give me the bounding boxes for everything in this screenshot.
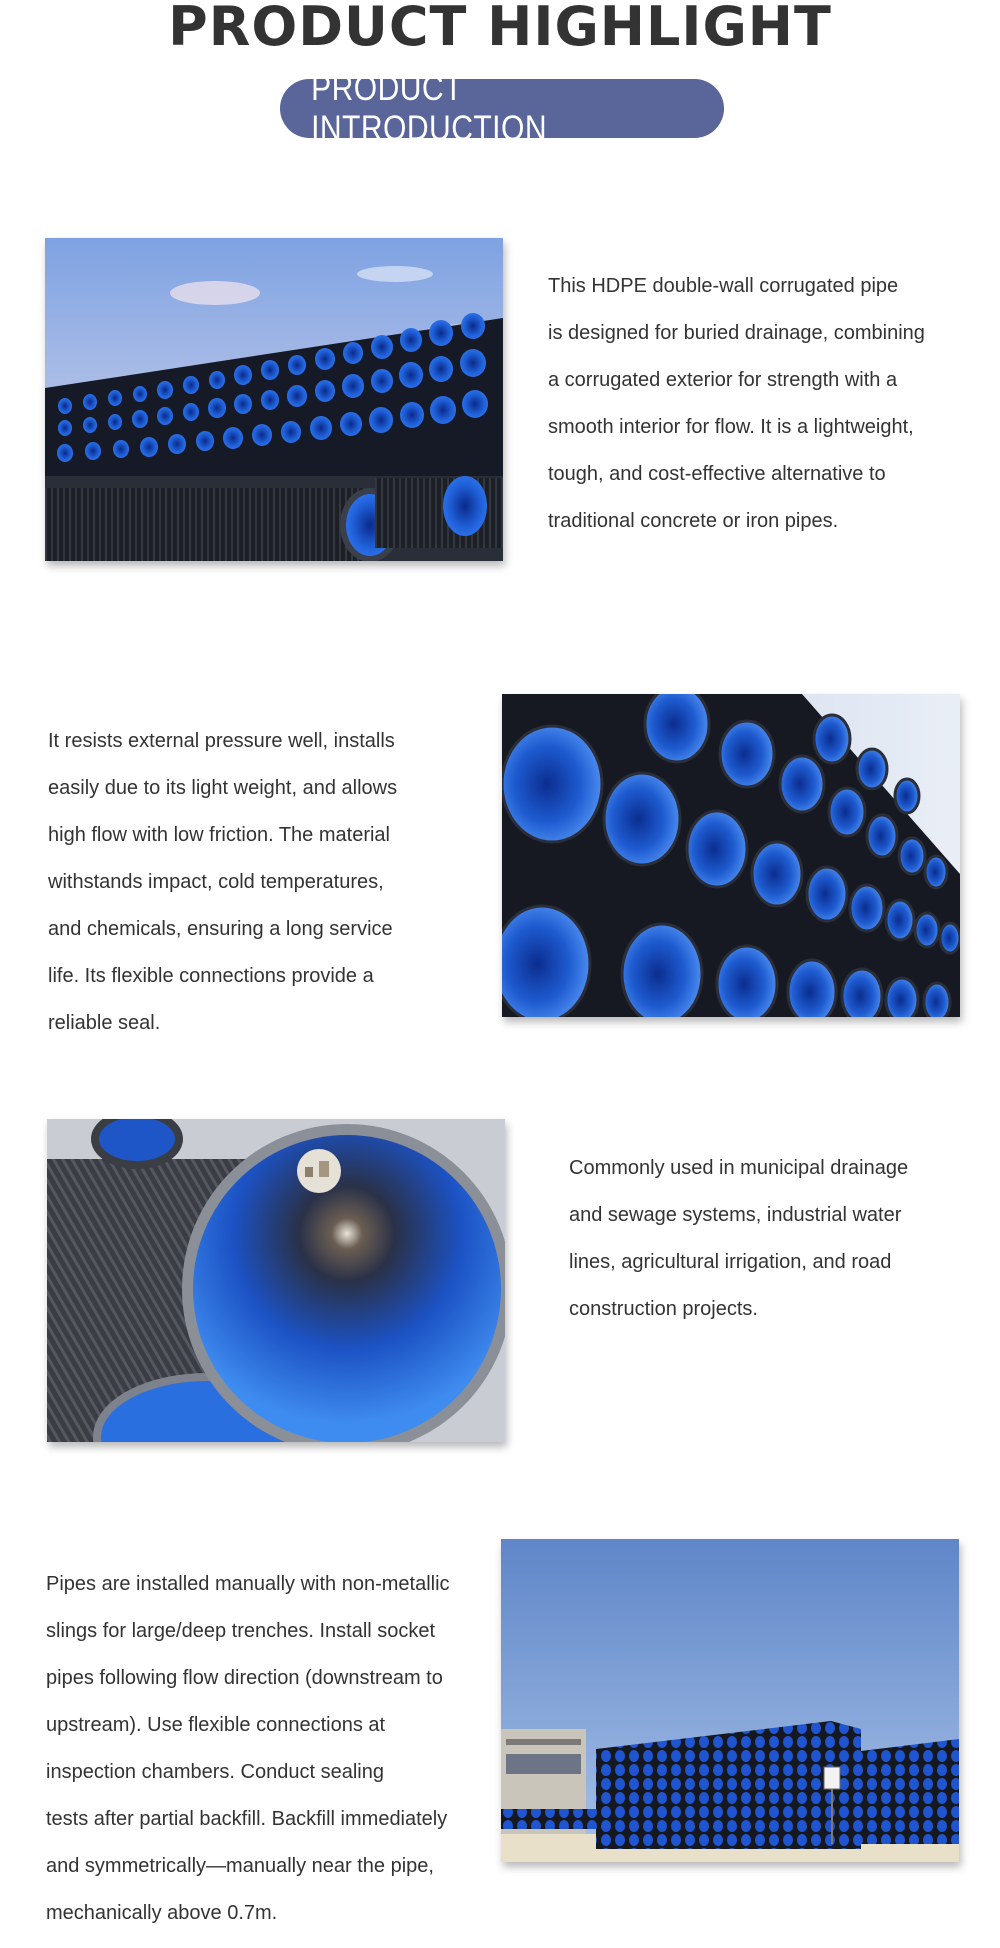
section-pill: [280, 68, 724, 148]
text-line: construction projects.: [569, 1298, 758, 1320]
section-1-text: [548, 263, 978, 545]
text-line: Pipes are installed manually with non-metallic: [46, 1573, 450, 1595]
text-line: a corrugated exterior for strength with a: [548, 369, 898, 391]
pipe-interior-closeup-photo: [47, 1119, 505, 1442]
text-line: easily due to its light weight, and allows: [48, 777, 398, 799]
pipe-stacks-sunset-photo: [45, 238, 503, 561]
text-line: high flow with low friction. The material: [48, 824, 390, 846]
text-line: upstream). Use flexible connections at: [46, 1714, 386, 1736]
text-line: smooth interior for flow. It is a lightweight,: [548, 416, 914, 438]
page-title: PRODUCT HIGHLIGHT: [168, 0, 832, 58]
text-line: It resists external pressure well, installs: [48, 730, 395, 752]
text-line: and chemicals, ensuring a long service: [48, 918, 393, 940]
text-line: pipes following flow direction (downstream to: [46, 1667, 443, 1689]
text-line: and symmetrically—manually near the pipe,: [46, 1855, 434, 1877]
text-line: inspection chambers. Conduct sealing: [46, 1761, 384, 1783]
text-line: tests after partial backfill. Backfill immediately: [46, 1808, 448, 1830]
section-2-text: [48, 718, 478, 1047]
text-line: and sewage systems, industrial water: [569, 1204, 902, 1226]
section-4-text: [46, 1561, 491, 1937]
text-line: slings for large/deep trenches. Install socket: [46, 1620, 436, 1642]
text-line: is designed for buried drainage, combining: [548, 322, 925, 344]
text-line: mechanically above 0.7m.: [46, 1902, 278, 1924]
text-line: traditional concrete or iron pipes.: [548, 510, 839, 532]
section-pill-label: PRODUCT INTRODUCTION: [311, 68, 547, 148]
text-line: withstands impact, cold temperatures,: [48, 871, 384, 893]
text-line: This HDPE double-wall corrugated pipe: [548, 275, 899, 297]
section-3-text: [569, 1145, 989, 1333]
text-line: Commonly used in municipal drainage: [569, 1157, 909, 1179]
text-line: reliable seal.: [48, 1012, 161, 1034]
text-line: lines, agricultural irrigation, and road: [569, 1251, 892, 1273]
pipe-yard-blue-sky-photo: [501, 1539, 959, 1862]
text-line: tough, and cost-effective alternative to: [548, 463, 886, 485]
pipe-ends-stack-photo: [502, 694, 960, 1017]
text-line: life. Its flexible connections provide a: [48, 965, 374, 987]
